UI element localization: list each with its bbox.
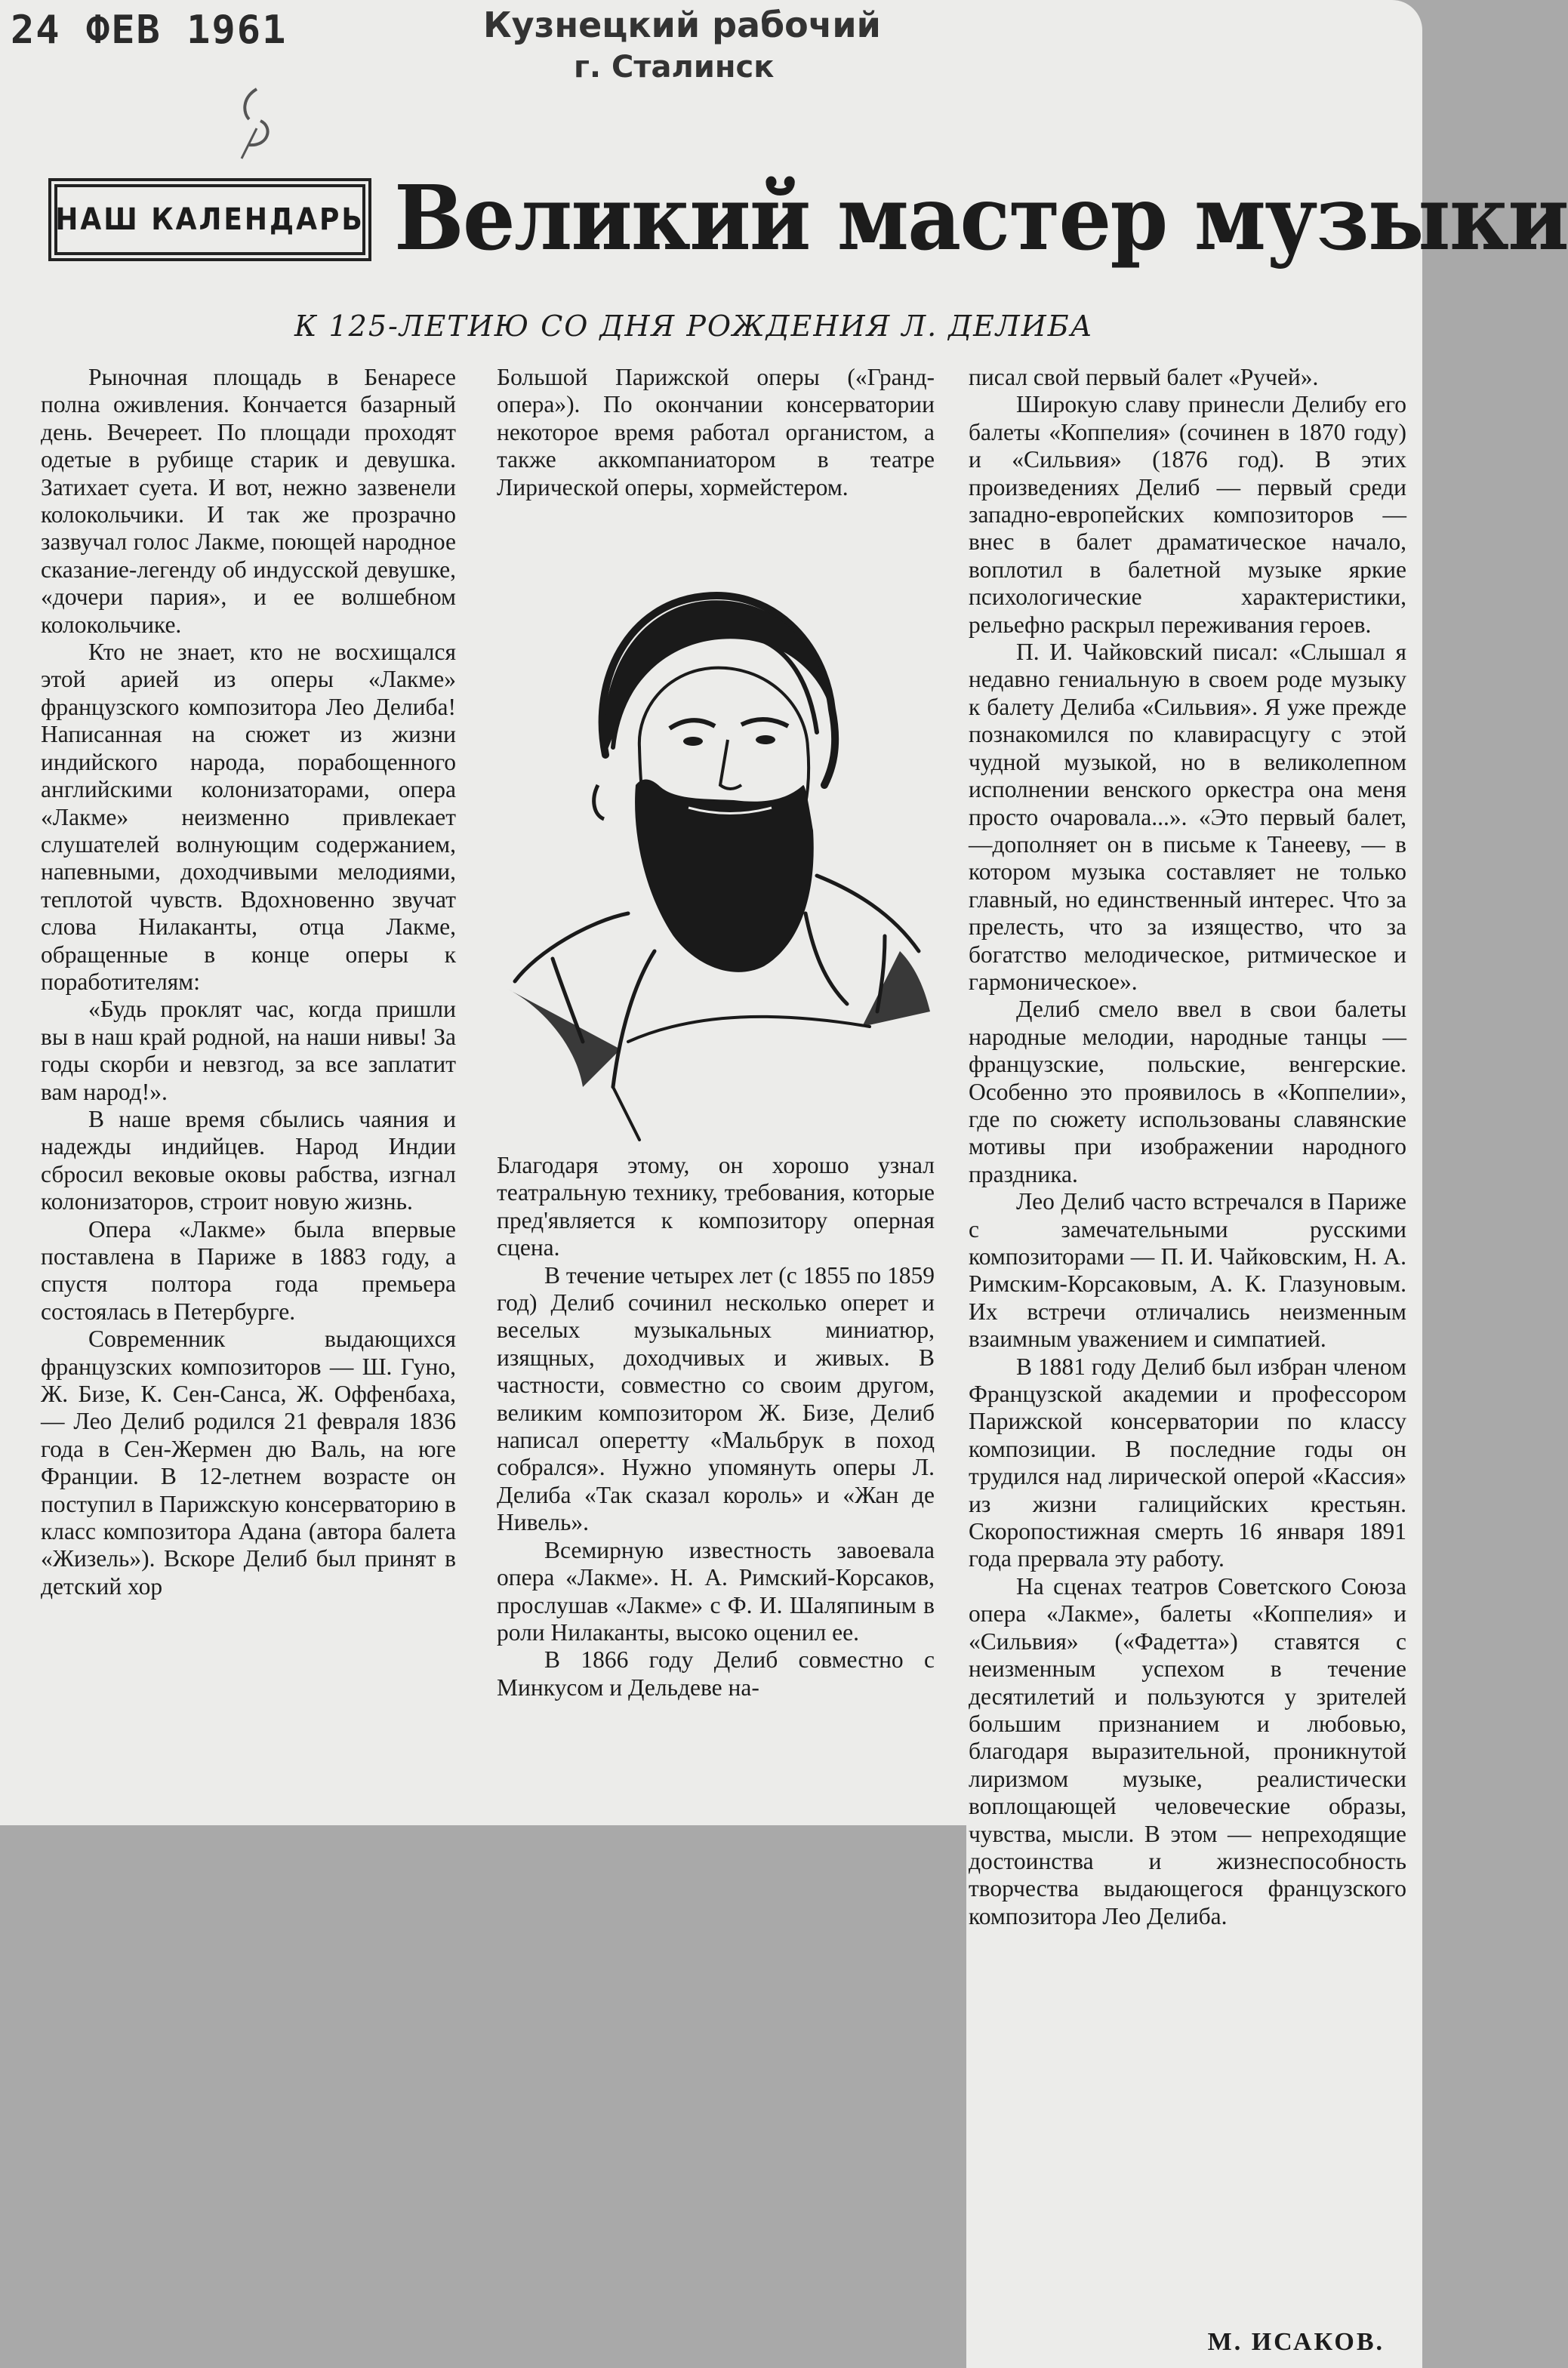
paragraph: Благодаря этому, он хорошо узнал театральную технику, требования, которые пред'является к композитору оперная сцена.	[497, 1152, 935, 1261]
paragraph: «Будь проклят час, когда пришли вы в наш край родной, на наши нивы! За годы скорби и невзгод, за все заплатит вам народ!».	[41, 996, 456, 1105]
paragraph: В наше время сбылись чаяния и надежды индийцев. Народ Индии сбросил вековые оковы рабства, изгнал колонизаторов, строит новую жизнь.	[41, 1105, 456, 1215]
clipping-header	[0, 0, 1422, 91]
paragraph: Большой Парижской оперы («Гранд-опера»). По окончании консерватории некоторое время работал органистом, а также аккомпаниатором в театре Лирической оперы, хормейстером.	[497, 364, 935, 500]
article-column-1	[41, 364, 456, 1600]
composer-portrait	[507, 559, 930, 1140]
article-column-3	[969, 364, 1406, 1930]
rubric-box: НАШ КАЛЕНДАРЬ	[48, 178, 371, 261]
article-subtitle: К 125-ЛЕТИЮ СО ДНЯ РОЖДЕНИЯ Л. ДЕЛИБА	[294, 309, 1094, 343]
paragraph: Рыночная площадь в Бенаресе полна оживления. Кончается базарный день. Вечереет. По площади проходят одетые в рубище старик и девушка. Затихает суета. И вот, нежно зазвенели колокольчики. И так же прозрачно зазвучал голос Лакме, поющей народное сказание-легенду об индусской девушке, «дочери пария», и ее волшебном колокольчике.	[41, 364, 456, 638]
paragraph: В 1881 году Делиб был избран членом Французской академии и профессором Парижской консерватории по классу композиции. В последние годы он трудился над лирической оперой «Кассия» из жизни галицийских крестьян. Скоропостижная смерть 16 января 1891 года прервала эту работу.	[969, 1353, 1406, 1572]
article-column-2-bottom	[497, 1152, 935, 1701]
pencil-mark-icon	[226, 83, 287, 166]
paragraph: Широкую славу принесли Делибу его балеты «Коппелия» (сочинен в 1870 году) и «Сильвия» (1876 год). В этих произведениях Делиб — первый среди западно-европейских композиторов — внес в балет драматическое начало, воплотил в балетной музыке яркие психологические характеристики, рельефно раскрыл переживания героев.	[969, 391, 1406, 638]
paragraph: Кто не знает, кто не восхищался этой арией из оперы «Лакме» французского композитора Лео Делиба! Написанная на сюжет из жизни индийского народа, порабощенного английскими колонизаторами, опера «Лакме» неизменно привлекает слушателей волнующим содержанием, напевными, доходчивыми мелодиями, теплотой чувств. Вдохновенно звучат слова Нилаканты, отца Лакме, обращенные в конце оперы к поработителям:	[41, 639, 456, 995]
paragraph: В течение четырех лет (с 1855 по 1859 год) Делиб сочинил несколько оперет и веселых музыкальных миниатюр, изящных, доходчивых и живых. В частности, совместно со своим другом, великим композитором Ж. Бизе, Делиб написал оперетту «Мальбрук в поход собрался». Нужно упомянуть оперы Л. Делиба «Так сказал король» и «Жан де Нивель».	[497, 1261, 935, 1536]
paragraph: Всемирную известность завоевала опера «Лакме». Н. А. Римский-Корсаков, прослушав «Лакме» с Ф. И. Шаляпиным в роли Нилаканты, высоко оценил ее.	[497, 1536, 935, 1646]
paragraph: В 1866 году Делиб совместно с Минкусом и Дельдеве на-	[497, 1646, 935, 1701]
article-title: Великий мастер музыки	[394, 165, 1568, 270]
article-column-2-top	[497, 364, 935, 501]
author-signature: М. ИСАКОВ.	[1207, 2328, 1385, 2356]
paragraph: Современник выдающихся французских композиторов — Ш. Гуно, Ж. Бизе, К. Сен-Санса, Ж. Оффенбаха, — Лео Делиб родился 21 февраля 1836 года в Сен-Жермен дю Валь, на юге Франции. В 12-летнем возрасте он поступил в Парижскую консерваторию в класс композитора Адана (автора балета «Жизель»). Вскоре Делиб был принят в детский хор	[41, 1326, 456, 1600]
date-stamp: 24 ФЕВ 1961	[11, 8, 288, 53]
paragraph: Делиб смело ввел в свои балеты народные мелодии, народные танцы — французские, польские, венгерские. Особенно это проявилось в «Коппелии», где по сюжету использованы славянские мотивы при изображении народного праздника.	[969, 996, 1406, 1187]
newspaper-name: Кузнецкий рабочий	[483, 5, 881, 45]
newspaper-city: г. Сталинск	[574, 50, 775, 85]
paragraph: П. И. Чайковский писал: «Слышал я недавно гениальную в своем роде музыку к балету Делиба «Сильвия». Я уже прежде познакомился по клавирасцугу с этой чудной музыкой, но в великолепном исполнении венского оркестра она меня просто очаровала...». «Это первый балет,—дополняет он в письме к Танееву, — в котором музыка составляет не только главный, но единственный интерес. Что за прелесть, что за изящество, что за богатство мелодическое, ритмическое и гармоническое».	[969, 639, 1406, 995]
paragraph: писал свой первый балет «Ручей».	[969, 364, 1319, 390]
paragraph: Опера «Лакме» была впервые поставлена в Париже в 1883 году, а спустя полтора года премьера состоялась в Петербурге.	[41, 1215, 456, 1325]
paragraph: Лео Делиб часто встречался в Париже с замечательными русскими композиторами — П. И. Чайковским, Н. А. Римским-Корсаковым, А. К. Глазуновым. Их встречи отличались неизменным взаимным уважением и симпатией.	[969, 1188, 1406, 1353]
paragraph: На сценах театров Советского Союза опера «Лакме», балеты «Коппелия» и «Сильвия» («Фадетта») ставятся с неизменным успехом в течение десятилетий и пользуются у зрителей большим признанием и любовью, благодаря выразительной, проникнутой лиризмом музыке, реалистически воплощающей человеческие образы, чувства, мысли. В этом — непреходящие достоинства и жизнеспособность творчества выдающегося французского композитора Лео Делиба.	[969, 1572, 1406, 1929]
